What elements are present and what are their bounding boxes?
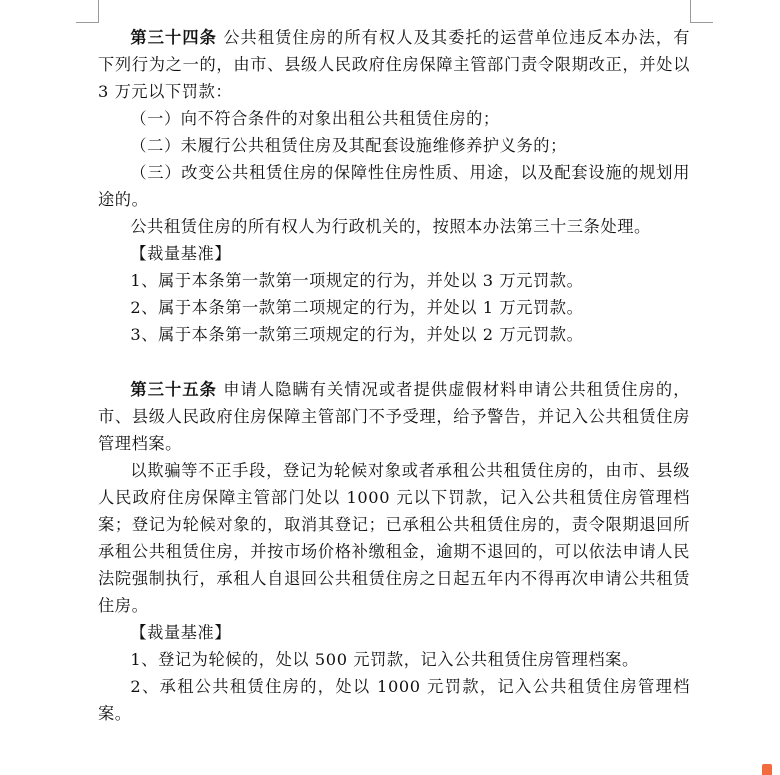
article-34-title: 第三十四条: [130, 28, 217, 47]
article-34-paragraph-2: 公共租赁住房的所有权人为行政机关的，按照本办法第三十三条处理。: [130, 217, 651, 236]
article-34-criteria-2: 2、属于本条第一款第二项规定的行为，并处以 1 万元罚款。: [130, 298, 584, 317]
article-35-intro-text: 申请人隐瞒有关情况或者提供虚假材料申请公共租赁住房的，市、县级人民政府住房保障主管部门不予受理，给予警告，并记入公共租赁住房管理档案。: [98, 380, 690, 453]
article-35-paragraph-2: 以欺骗等不正手段，登记为轮候对象或者承租公共租赁住房的，由市、县级人民政府住房保障主管部门处以 1000 元以下罚款，记入公共租赁住房管理档案；登记为轮候对象的，取消其登记；已承租公共租赁住房的，责令限期退回所承租公共租赁住房，并按市场价格补缴租金，逾期不退回的，可以依法申请人民法院强制执行，承租人自退回公共租赁住房之日起五年内不得再次申请公共租赁住房。: [98, 461, 690, 615]
article-35-criteria-2: 2、承租公共租赁住房的，处以 1000 元罚款，记入公共租赁住房管理档案。: [98, 677, 690, 723]
document-page: [98, 24, 690, 727]
page-corner-mark-left: [76, 0, 99, 23]
article-34-criteria-3: 3、属于本条第一款第三项规定的行为，并处以 2 万元罚款。: [130, 325, 584, 344]
article-34-item-2: （二）未履行公共租赁住房及其配套设施维修养护义务的；: [130, 136, 567, 155]
article-34-intro: [98, 24, 690, 105]
article-34-criteria-1: 1、属于本条第一款第一项规定的行为，并处以 3 万元罚款。: [130, 271, 584, 290]
article-34-intro-text: 公共租赁住房的所有权人及其委托的运营单位违反本办法，有下列行为之一的，由市、县级人民政府住房保障主管部门责令限期改正，并处以 3 万元以下罚款：: [98, 28, 690, 101]
article-34-item-3: （三）改变公共租赁住房的保障性住房性质、用途，以及配套设施的规划用途的。: [98, 163, 690, 209]
article-35-criteria-heading: 【裁量基准】: [130, 623, 232, 642]
section-spacer: [98, 348, 690, 376]
article-35-criteria-1: 1、登记为轮候的，处以 500 元罚款，记入公共租赁住房管理档案。: [130, 650, 639, 669]
article-34-item-1: （一）向不符合条件的对象出租公共租赁住房的；: [130, 109, 500, 128]
article-34-criteria-heading: 【裁量基准】: [130, 244, 232, 263]
article-35-title: 第三十五条: [130, 380, 217, 399]
page-corner-mark-right: [690, 0, 713, 23]
article-35-intro: [98, 376, 690, 457]
corner-tab-icon: [762, 764, 772, 775]
